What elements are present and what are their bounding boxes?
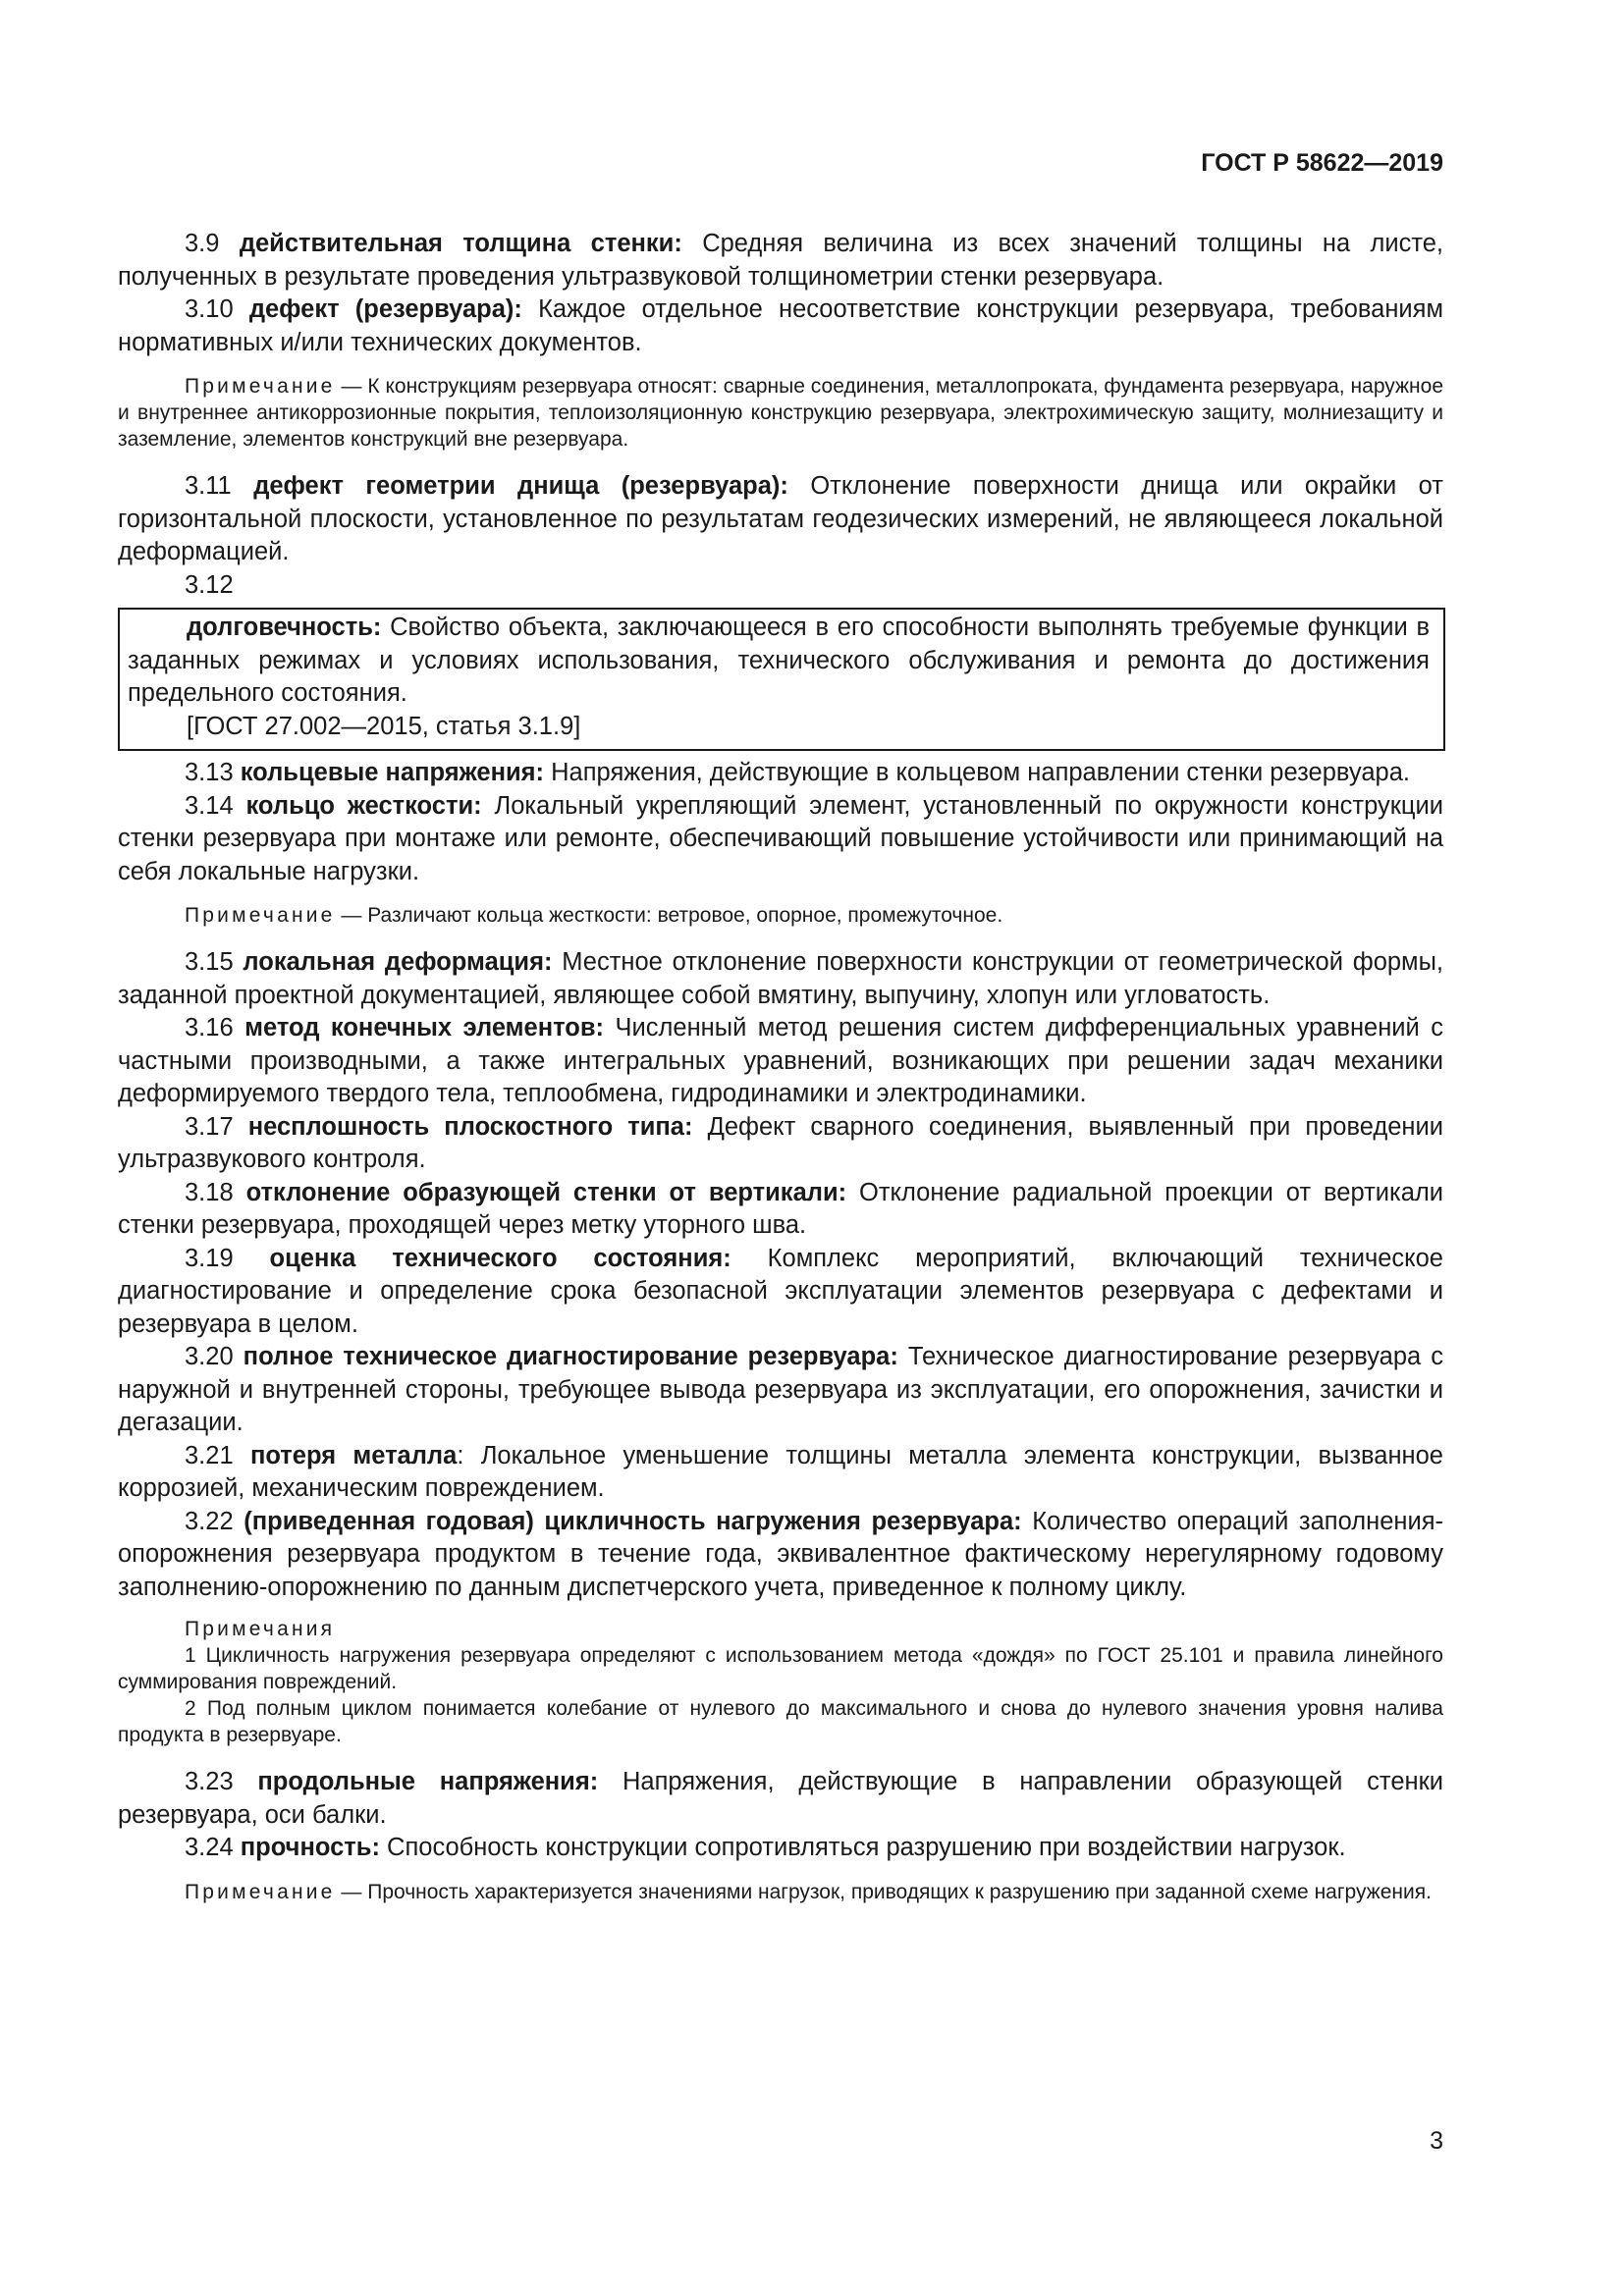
term-3-24-note [118, 1879, 1443, 1905]
term-3-15 [118, 946, 1443, 1012]
term-definition: Средняя величина из всех значений толщины на листе, полученных в результате проведения ультразвуковой толщинометрии стенки резервуара. [118, 230, 1444, 291]
term-definition: : Локальное уменьшение толщины металла элемента конструкции, вызванное коррозией, механическим повреждением. [118, 1441, 1443, 1502]
note-item: 2 Под полным циклом понимается колебание от нулевого до максимального и снова до нулевого значения уровня налива продукта в резервуаре. [118, 1697, 1443, 1746]
document-code: ГОСТ Р 58622—2019 [1201, 149, 1443, 177]
term-3-10 [118, 294, 1443, 359]
term-number: 3.9 [185, 230, 220, 257]
term-number: 3.22 [185, 1507, 234, 1535]
term-3-10-note [118, 373, 1443, 453]
term-definition: Каждое отдельное несоответствие конструкции резервуара, требованиям нормативных и/или технических документов. [118, 295, 1443, 356]
term-3-23 [118, 1766, 1443, 1832]
term-definition: Техническое диагностирование резервуара с наружной и внутренней стороны, требующее вывода резервуара из эксплуатации, его опорожнения, зачистки и дегазации. [118, 1343, 1443, 1436]
term-definition: Напряжения, действующие в кольцевом направлении стенки резервуара. [551, 759, 1410, 786]
term-name: долговечность: [187, 614, 382, 641]
term-definition: Локальный укрепляющий элемент, установленный по окружности конструкции стенки резервуара при монтаже или ремонте, обеспечивающий повышение устойчивости или принимающий на себя локальные нагрузки. [118, 791, 1443, 885]
note-label: Примечание [185, 375, 336, 398]
term-number: 3.16 [185, 1014, 234, 1041]
term-name: действительная толщина стенки: [239, 230, 682, 257]
term-number: 3.10 [185, 295, 234, 323]
term-number: 3.23 [185, 1768, 234, 1795]
term-3-19 [118, 1243, 1443, 1342]
term-3-17 [118, 1111, 1443, 1177]
term-number: 3.13 [185, 759, 234, 786]
document-page [118, 0, 1443, 2296]
term-number: 3.18 [185, 1178, 234, 1206]
note-label: Примечание [185, 904, 336, 927]
term-source-reference: [ГОСТ 27.002—2015, статья 3.1.9] [187, 712, 581, 740]
term-definition: Отклонение поверхности днища или окрайки от горизонтальной плоскости, установленное по результатам геодезических измерений, не являющееся локальной деформацией. [118, 472, 1443, 565]
term-name: несплошность плоскостного типа: [247, 1112, 693, 1141]
term-number: 3.17 [185, 1112, 234, 1141]
note-label: Примечание [185, 1880, 336, 1903]
term-name: оценка технического состояния: [269, 1244, 731, 1272]
note-item: 1 Цикличность нагружения резервуара определяют с использованием метода «дождя» по ГОСТ 25.101 и правила линейного суммирования повреждений. [118, 1644, 1443, 1693]
term-definition: Местное отклонение поверхности конструкции от геометрической формы, заданной проектной документацией, являющее собой вмятину, выпучину, хлопун или угловатость. [118, 948, 1444, 1009]
note-text: — Прочность характеризуется значениями нагрузок, приводящих к разрушению при заданной схеме нагружения. [341, 1880, 1432, 1903]
term-name: метод конечных элементов: [244, 1014, 605, 1041]
document-body [118, 228, 1443, 1923]
term-definition: Свойство объекта, заключающееся в его способности выполнять требуемые функции в заданных режимах и условиях использования, технического обслуживания и ремонта до достижения предельного состояния. [128, 614, 1431, 707]
notes-label: Примечания [185, 1618, 336, 1640]
term-definition: Количество операций заполнения-опорожнения резервуара продуктом в течение года, эквивалентное фактическому нерегулярному годовому заполнению-опорожнению по данным диспетчерского учета, приведенное к полному циклу. [118, 1507, 1444, 1601]
term-definition: Отклонение радиальной проекции от вертикали стенки резервуара, проходящей через метку уторного шва. [118, 1178, 1444, 1239]
term-definition: Комплекс мероприятий, включающий техническое диагностирование и определение срока безопасной эксплуатации элементов резервуара с дефектами и резервуара в целом. [118, 1244, 1443, 1338]
term-3-21 [118, 1440, 1443, 1506]
term-3-12-number: 3.12 [185, 570, 234, 599]
term-number: 3.11 [185, 472, 232, 500]
term-number: 3.15 [185, 948, 234, 976]
term-number: 3.14 [185, 791, 234, 820]
term-3-11 [118, 470, 1443, 569]
term-3-18 [118, 1177, 1443, 1243]
term-3-9 [118, 228, 1443, 294]
term-3-13 [118, 757, 1443, 790]
term-name: полное техническое диагностирование резервуара: [243, 1343, 898, 1370]
term-name: дефект (резервуара): [248, 295, 522, 323]
term-name: кольцо жесткости: [245, 791, 482, 820]
term-name: прочность: [240, 1834, 380, 1861]
term-3-20 [118, 1341, 1443, 1440]
term-definition: Способность конструкции сопротивляться разрушению при воздействии нагрузок. [387, 1834, 1346, 1861]
term-3-22 [118, 1506, 1443, 1605]
term-definition: Дефект сварного соединения, выявленный при проведении ультразвукового контроля. [118, 1112, 1444, 1173]
term-name: кольцевые напряжения: [240, 759, 545, 786]
note-text: — К конструкциям резервуара относят: сварные соединения, металлопроката, фундамента резервуара, наружное и внутреннее антикоррозионные покрытия, теплоизоляционную конструкцию резервуара, электрохимическую защиту, молниезащиту и заземление, элементов конструкций вне резервуара. [118, 375, 1443, 451]
term-3-14-note [118, 902, 1443, 929]
term-name: потеря металла [249, 1441, 458, 1469]
term-3-12-box [118, 608, 1445, 751]
term-3-16 [118, 1012, 1443, 1111]
term-name: отклонение образующей стенки от вертикали: [245, 1178, 847, 1206]
term-definition: Напряжения, действующие в направлении образующей стенки резервуара, оси балки. [118, 1768, 1443, 1829]
term-number: 3.19 [185, 1244, 234, 1272]
term-number: 3.21 [185, 1441, 234, 1469]
term-definition: Численный метод решения систем дифференциальных уравнений с частными производными, а также интегральных уравнений, возникающих при решении задач механики деформируемого твердого тела, теплообмена, гидродинамики и электродинамики. [118, 1014, 1444, 1107]
page-number: 3 [1430, 2127, 1443, 2155]
note-text: — Различают кольца жесткости: ветровое, опорное, промежуточное. [341, 904, 1003, 927]
term-3-24 [118, 1832, 1443, 1865]
term-number: 3.24 [185, 1834, 234, 1861]
term-name: дефект геометрии днища (резервуара): [253, 472, 788, 500]
term-name: локальная деформация: [243, 948, 553, 976]
term-3-14 [118, 790, 1443, 889]
term-name: (приведенная годовая) цикличность нагружения резервуара: [244, 1507, 1022, 1535]
term-name: продольные напряжения: [257, 1768, 599, 1795]
term-number: 3.20 [185, 1343, 234, 1370]
term-3-12 [128, 612, 1430, 711]
term-3-22-notes [118, 1616, 1443, 1748]
